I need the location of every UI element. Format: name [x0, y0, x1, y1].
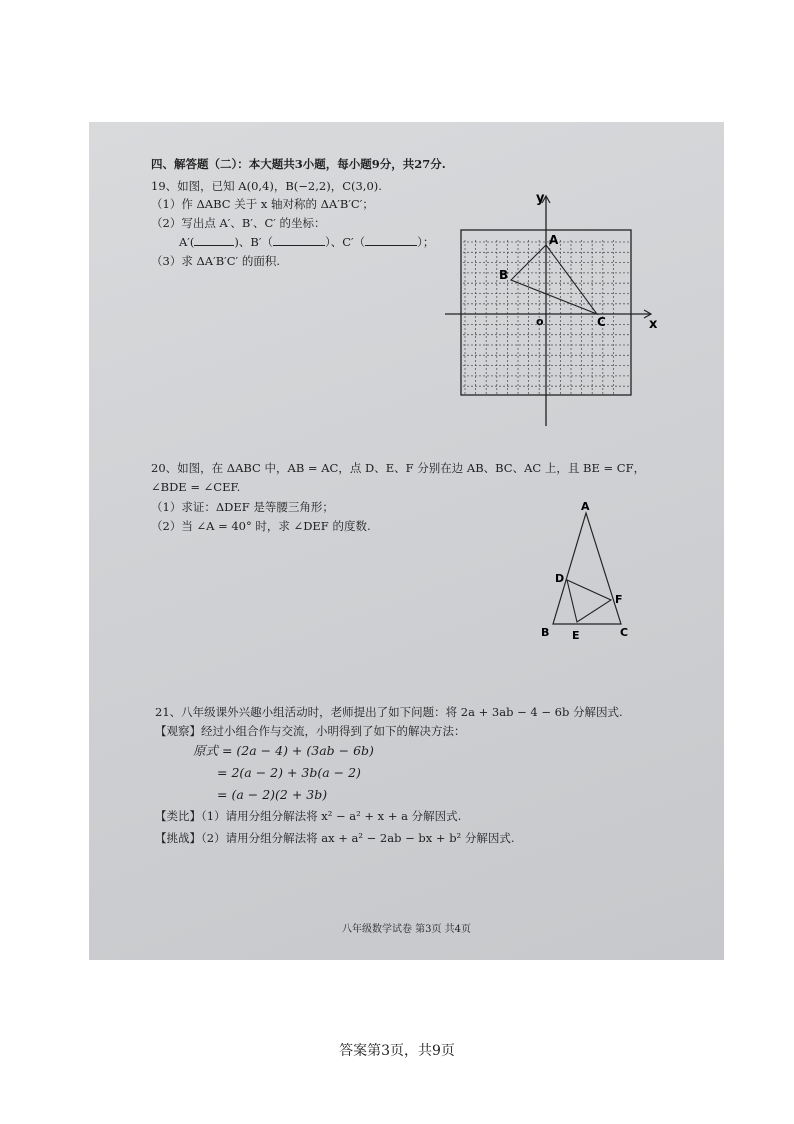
q19-b-prime-label: )、B′（ — [234, 235, 273, 249]
y-axis-label: y — [536, 191, 545, 206]
fig20-label-b: B — [541, 626, 550, 639]
q19-part1: （1）作 ΔABC 关于 x 轴对称的 ΔA′B′C′； — [151, 197, 374, 211]
q21-observe: 【观察】经过小组合作与交流，小明得到了如下的解决方法： — [155, 724, 466, 738]
fig20-label-c: C — [620, 626, 629, 639]
point-b-label: B — [499, 268, 509, 282]
q20-part2: （2）当 ∠A = 40° 时，求 ∠DEF 的度数. — [151, 519, 371, 533]
inner-page-footer: 八年级数学试卷 第3页 共4页 — [341, 924, 472, 935]
q21-challenge: 【挑战】（2）请用分组分解法将 ax + a² − 2ab − bx + b² 分解因式. — [155, 831, 515, 845]
exam-page-photo — [89, 122, 724, 960]
page-caption: 答案第3页，共9页 — [339, 1043, 455, 1059]
point-a-label: A — [549, 233, 559, 247]
q19-coordinate-grid-figure — [441, 190, 671, 430]
fig20-label-a: A — [581, 500, 590, 513]
origin-label: o — [536, 315, 544, 328]
q21-step1: 原式 = (2a − 4) + (3ab − 6b) — [193, 743, 374, 758]
fig20-label-e: E — [572, 629, 580, 640]
q21-analogy: 【类比】（1）请用分组分解法将 x² − a² + x + a 分解因式. — [155, 809, 462, 823]
q20-stem-2: ∠BDE = ∠CEF. — [151, 480, 241, 494]
q20-triangle-figure — [541, 500, 651, 640]
fig20-label-d: D — [555, 572, 565, 585]
q20-part1: （1）求证：ΔDEF 是等腰三角形； — [151, 500, 334, 514]
q20-stem-1: 20、如图，在 ΔABC 中，AB = AC，点 D、E、F 分别在边 AB、BC、AC 上，且 BE = CF， — [151, 461, 646, 475]
triangle-abc-isosceles — [553, 513, 621, 624]
q21-stem: 21、八年级课外兴趣小组活动时，老师提出了如下问题：将 2a + 3ab − 4 − 6b 分解因式. — [155, 705, 623, 719]
q19-answer-line — [179, 234, 434, 250]
q19-stem: 19、如图，已知 A(0,4)，B(−2,2)，C(3,0). — [151, 179, 382, 193]
fig20-label-f: F — [615, 593, 623, 606]
triangle-def — [567, 580, 611, 622]
x-axis-label: x — [649, 317, 658, 332]
q19-b-prime-blank[interactable] — [273, 234, 325, 246]
q19-answer-end: ）； — [417, 235, 435, 249]
q19-a-prime-blank[interactable] — [194, 234, 234, 246]
q19-part3: （3）求 ΔA′B′C′ 的面积. — [151, 254, 280, 268]
q21-step2: = 2(a − 2) + 3b(a − 2) — [217, 765, 361, 780]
q19-a-prime-label: A′( — [179, 235, 195, 249]
q19-c-prime-blank[interactable] — [365, 234, 417, 246]
point-c-label: C — [597, 315, 606, 329]
q19-part2: （2）写出点 A′、B′、C′ 的坐标： — [151, 216, 326, 230]
q21-step3: = (a − 2)(2 + 3b) — [217, 787, 328, 802]
q19-c-prime-label: ）、C′（ — [324, 235, 366, 249]
section-header: 四、解答题（二）：本大题共3小题，每小题9分，共27分. — [151, 157, 446, 171]
